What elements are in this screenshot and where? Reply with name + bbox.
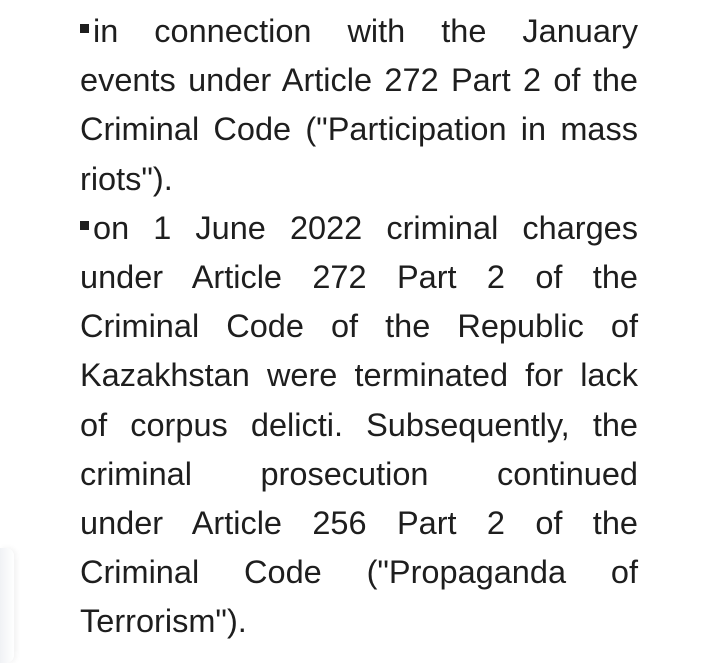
- document-body: [80, 7, 638, 646]
- text-line: Kazakhstan were terminated for lack: [80, 357, 638, 394]
- text-line: under Article 272 Part 2 of the: [80, 258, 638, 295]
- text-line: of corpus delicti. Subsequently, the: [80, 406, 638, 443]
- text-line: riots").: [80, 160, 173, 197]
- text-line: Criminal Code ("Participation in mass: [80, 111, 638, 148]
- text-line: Criminal Code of the Republic of: [80, 308, 638, 345]
- text-line-content: in connection with the January: [93, 13, 638, 49]
- text-line: [80, 204, 638, 253]
- bullet-item-2: [80, 204, 638, 647]
- text-line: criminal prosecution continued: [80, 455, 638, 492]
- text-line-content: on 1 June 2022 criminal charges: [93, 209, 638, 246]
- text-line: [80, 7, 638, 56]
- page-edge-shadow: [0, 548, 14, 663]
- text-line: Criminal Code ("Propaganda of: [80, 554, 638, 591]
- bullet-item-1: [80, 7, 638, 204]
- text-line: Terrorism").: [80, 603, 247, 640]
- text-line: under Article 256 Part 2 of the: [80, 504, 638, 541]
- text-line: events under Article 272 Part 2 of the: [80, 62, 638, 99]
- square-bullet-icon: [80, 24, 89, 33]
- square-bullet-icon: [80, 221, 89, 230]
